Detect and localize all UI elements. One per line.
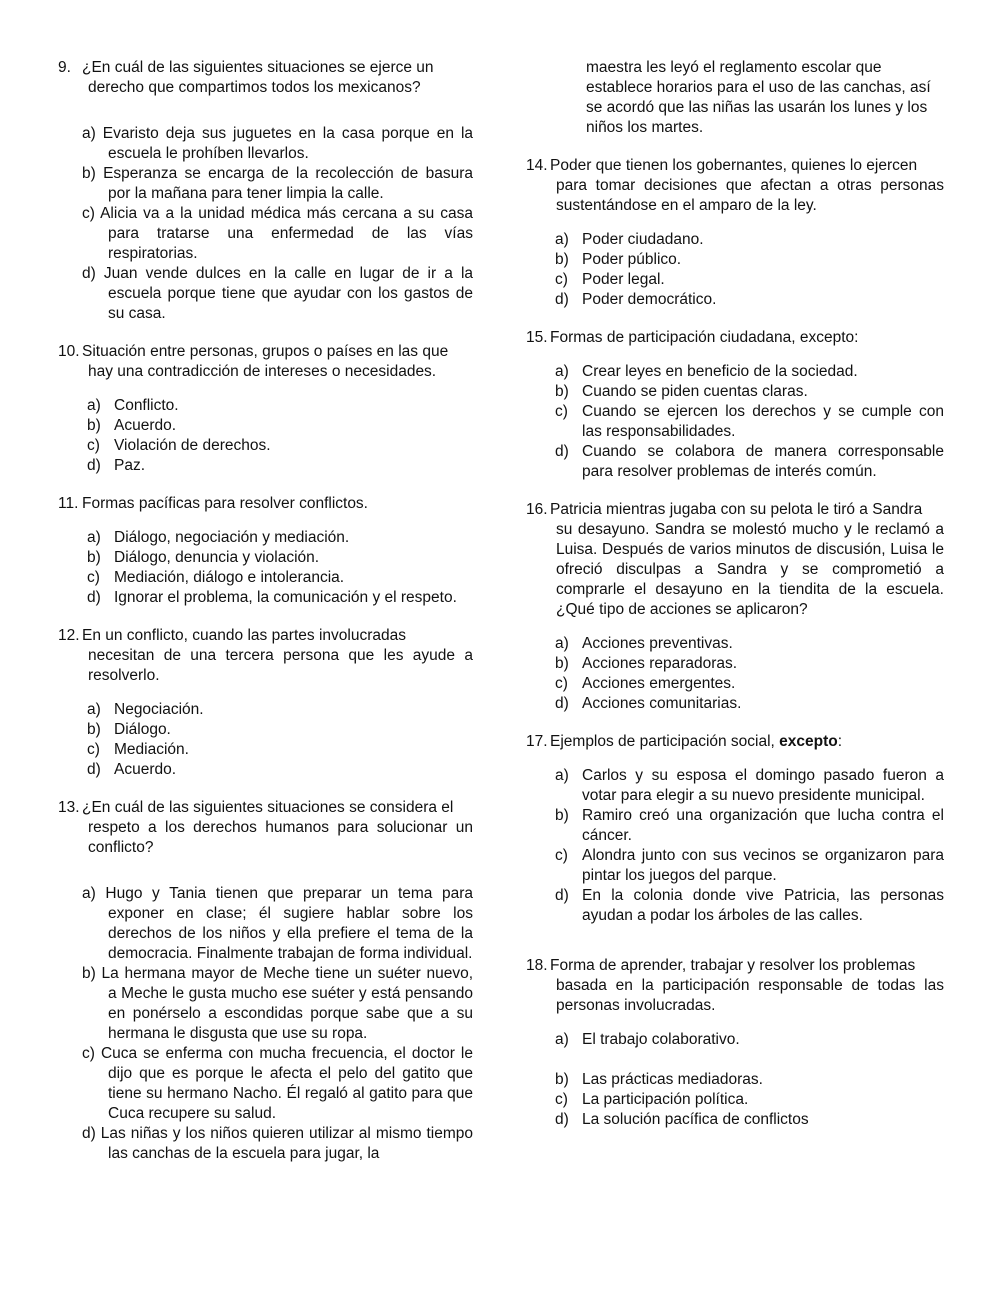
option-label: c): [555, 271, 568, 288]
option-text: Diálogo, denuncia y violación.: [114, 549, 320, 566]
question-17: [526, 732, 944, 926]
question-stem: [526, 732, 944, 752]
question-stem: [526, 156, 944, 216]
option-c[interactable]: [58, 1044, 473, 1124]
question-9: [58, 58, 473, 324]
left-column: [58, 58, 473, 1182]
option-text: Poder ciudadano.: [582, 231, 704, 248]
option-b[interactable]: [526, 806, 944, 846]
question-12: [58, 626, 473, 780]
option-text: Conflicto.: [114, 397, 179, 414]
option-text: Hugo y Tania tienen que preparar un tema para exponer en clase; él sugiere hablar sobre los derechos de los niños y ella prefiere el tema de la democracia. Finalmente trabajan de forma individual.: [105, 885, 474, 962]
option-label: c): [82, 1045, 95, 1062]
option-a[interactable]: [58, 528, 473, 548]
option-label: d): [82, 265, 96, 282]
option-text: Poder democrático.: [582, 291, 717, 308]
question-stem-text: necesitan de una tercera persona que les ayude a resolverlo.: [88, 647, 473, 684]
option-c[interactable]: [58, 436, 473, 456]
options-list: [58, 700, 473, 780]
option-d[interactable]: [58, 456, 473, 476]
question-16: [526, 500, 944, 714]
option-label: a): [555, 635, 569, 652]
option-text: Ignorar el problema, la comunicación y el respeto.: [114, 589, 457, 606]
question-stem: [526, 328, 944, 348]
question-10: [58, 342, 473, 476]
question-stem-text: basada en la participación responsable de todas las personas involucradas.: [556, 977, 944, 1014]
question-18: [526, 956, 944, 1130]
option-text: Crear leyes en beneficio de la sociedad.: [582, 363, 858, 380]
option-text: Juan vende dulces en la calle en lugar de ir a la escuela porque tiene que ayudar con los gastos de su casa.: [103, 265, 474, 322]
option-c[interactable]: [526, 402, 944, 442]
option-a[interactable]: [58, 396, 473, 416]
question-stem-text: Situación entre personas, grupos o países en las que: [82, 343, 449, 360]
option-d[interactable]: [58, 264, 473, 324]
option-text: Acciones reparadoras.: [582, 655, 738, 672]
options-list: [526, 1030, 944, 1130]
option-text: Ramiro creó una organización que lucha contra el cáncer.: [582, 807, 944, 844]
question-stem-text: ¿En cuál de las siguientes situaciones se ejerce un: [82, 59, 434, 76]
option-c[interactable]: [526, 674, 944, 694]
options-list: [58, 884, 473, 1164]
option-label: d): [555, 443, 569, 460]
option-d[interactable]: [526, 694, 944, 714]
option-text: Cuando se piden cuentas claras.: [582, 383, 808, 400]
option-label: b): [555, 655, 569, 672]
option-a[interactable]: [58, 124, 473, 164]
question-stem-text: hay una contradicción de intereses o necesidades.: [88, 363, 437, 380]
option-d[interactable]: [526, 442, 944, 482]
option-text: El trabajo colaborativo.: [582, 1031, 740, 1048]
question-stem: [58, 58, 473, 98]
question-stem: [526, 500, 944, 620]
option-c[interactable]: [58, 740, 473, 760]
question-stem-text: En un conflicto, cuando las partes involucradas: [82, 627, 406, 644]
option-text: Las prácticas mediadoras.: [582, 1071, 763, 1088]
option-label: b): [87, 721, 101, 738]
question-stem-text: Ejemplos de participación social,: [550, 733, 780, 750]
option-label: d): [555, 291, 569, 308]
option-label: b): [82, 165, 96, 182]
option-text: Poder público.: [582, 251, 682, 268]
option-label: c): [555, 847, 568, 864]
question-stem: [526, 956, 944, 1016]
option-c[interactable]: [526, 270, 944, 290]
option-b[interactable]: [58, 548, 473, 568]
option-b[interactable]: [58, 964, 473, 1044]
option-label: d): [555, 887, 569, 904]
option-label: c): [555, 675, 568, 692]
option-label: a): [82, 125, 96, 142]
option-b[interactable]: [58, 720, 473, 740]
option-label: b): [82, 965, 96, 982]
question-11: [58, 494, 473, 608]
question-stem-text: ¿En cuál de las siguientes situaciones se considera el: [82, 799, 454, 816]
option-d[interactable]: [58, 760, 473, 780]
option-c[interactable]: [526, 846, 944, 886]
option-text: Acciones preventivas.: [582, 635, 733, 652]
options-list: [526, 634, 944, 714]
question-13: [58, 798, 473, 1164]
option-text: Acciones comunitarias.: [582, 695, 742, 712]
question-stem-text: Patricia mientras jugaba con su pelota le tiró a Sandra: [550, 501, 923, 518]
option-text: Alicia va a la unidad médica más cercana a su casa para tratarse una enfermedad de las vías respiratorias.: [100, 205, 474, 262]
option-label: d): [82, 1125, 96, 1142]
question-number: 16.: [526, 501, 548, 518]
option-b[interactable]: [58, 164, 473, 204]
option-label: a): [555, 231, 569, 248]
question-number: 17.: [526, 733, 548, 750]
question-number: 14.: [526, 157, 548, 174]
option-text: Diálogo.: [114, 721, 171, 738]
option-text: Violación de derechos.: [114, 437, 271, 454]
options-list: [526, 362, 944, 482]
option-text: En la colonia donde vive Patricia, las personas ayudan a podar los árboles de las calles.: [582, 887, 944, 924]
question-13-continuation: [526, 58, 944, 138]
option-b[interactable]: [526, 250, 944, 270]
option-text: Mediación.: [114, 741, 189, 758]
option-b[interactable]: [526, 654, 944, 674]
question-stem-text: Formas pacíficas para resolver conflictos.: [82, 495, 368, 512]
options-list: [58, 528, 473, 608]
option-label: a): [87, 701, 101, 718]
option-label: b): [555, 251, 569, 268]
option-text: Cuca se enferma con mucha frecuencia, el doctor le dijo que es porque le afecta el pelo del gatito que tiene su hermano Nacho. Él regaló al gatito para que Cuca recupere su salud.: [100, 1045, 473, 1122]
option-label: d): [555, 1111, 569, 1128]
option-text: Poder legal.: [582, 271, 665, 288]
option-text: Negociación.: [114, 701, 204, 718]
option-text: Carlos y su esposa el domingo pasado fueron a votar para elegir a su nuevo presidente municipal.: [582, 767, 944, 804]
question-stem: [58, 798, 473, 858]
option-text: Cuando se colabora de manera corresponsable para resolver problemas de interés común.: [582, 443, 944, 480]
option-b[interactable]: [526, 382, 944, 402]
question-stem-text: derecho que compartimos todos los mexicanos?: [88, 79, 421, 96]
option-label: c): [87, 569, 100, 586]
option-c[interactable]: [526, 1090, 944, 1110]
options-list: [58, 396, 473, 476]
option-label: a): [555, 1031, 569, 1048]
question-number: 11.: [58, 495, 79, 512]
option-label: c): [82, 205, 95, 222]
options-list: [58, 124, 473, 324]
option-d-continuation: maestra les leyó el reglamento escolar que establece horarios para el uso de las canchas, así se acordó que las niñas las usarán los lunes y los niños los martes.: [586, 59, 931, 136]
emphasis-excepto: excepto: [779, 733, 838, 750]
options-list: [526, 766, 944, 926]
question-number: 10.: [58, 343, 80, 360]
option-d[interactable]: [526, 1110, 944, 1130]
option-a[interactable]: [526, 1030, 944, 1050]
option-label: b): [555, 1071, 569, 1088]
option-label: c): [87, 437, 100, 454]
options-list: [526, 230, 944, 310]
option-label: a): [87, 397, 101, 414]
option-text: Acuerdo.: [114, 761, 177, 778]
option-label: d): [87, 589, 101, 606]
question-number: 15.: [526, 329, 548, 346]
question-stem-text: Forma de aprender, trabajar y resolver los problemas: [550, 957, 916, 974]
option-label: d): [87, 457, 101, 474]
option-text: Mediación, diálogo e intolerancia.: [114, 569, 345, 586]
question-stem-text: Formas de participación ciudadana, excepto:: [550, 329, 859, 346]
option-a[interactable]: [526, 634, 944, 654]
option-d[interactable]: [58, 1124, 473, 1164]
question-stem-text: respeto a los derechos humanos para solucionar un conflicto?: [88, 819, 473, 856]
right-column: [526, 58, 944, 1148]
option-b[interactable]: [526, 1070, 944, 1090]
question-stem: [58, 342, 473, 382]
question-15: [526, 328, 944, 482]
question-number: 13.: [58, 799, 80, 816]
question-14: [526, 156, 944, 310]
question-stem-text: :: [837, 733, 843, 750]
option-label: a): [87, 529, 101, 546]
option-text: Alondra junto con sus vecinos se organizaron para pintar los juegos del parque.: [582, 847, 944, 884]
question-stem-text: su desayuno. Sandra se molestó mucho y le reclamó a Luisa. Después de varios minutos de discusión, Luisa le ofreció disculpas a Sandra y se comprometió a comprarle el desayuno en la tiendita de la escuela. ¿Qué tipo de acciones se aplicaron?: [556, 521, 944, 618]
option-a[interactable]: [526, 766, 944, 806]
option-text: Evaristo deja sus juguetes en la casa porque en la escuela le prohíben llevarlos.: [102, 125, 474, 162]
question-number: 12.: [58, 627, 80, 644]
option-d[interactable]: [526, 886, 944, 926]
option-text: Diálogo, negociación y mediación.: [114, 529, 350, 546]
option-text: Las niñas y los niños quieren utilizar al mismo tiempo las canchas de la escuela para jugar, la: [100, 1125, 473, 1162]
question-stem-text: para tomar decisiones que afectan a otras personas sustentándose en el amparo de la ley.: [556, 177, 944, 214]
option-label: a): [555, 363, 569, 380]
option-text: La hermana mayor de Meche tiene un suéter nuevo, a Meche le gusta mucho ese suéter y está pensando en ponérselo a escondidas porque sabe que a su hermana le disgusta que use su ropa.: [101, 965, 473, 1042]
option-d[interactable]: [58, 588, 473, 608]
option-c[interactable]: [58, 204, 473, 264]
option-text: Paz.: [114, 457, 146, 474]
option-label: d): [555, 695, 569, 712]
option-label: d): [87, 761, 101, 778]
option-label: c): [555, 403, 568, 420]
option-label: c): [555, 1091, 568, 1108]
option-a[interactable]: [526, 230, 944, 250]
option-label: b): [87, 549, 101, 566]
question-stem: [58, 494, 473, 514]
option-a[interactable]: [526, 362, 944, 382]
option-c[interactable]: [58, 568, 473, 588]
option-label: b): [555, 383, 569, 400]
question-number: 9.: [58, 59, 71, 76]
question-stem: [58, 626, 473, 686]
option-label: a): [555, 767, 569, 784]
option-label: b): [555, 807, 569, 824]
option-label: b): [87, 417, 101, 434]
option-text: Cuando se ejercen los derechos y se cumple con las responsabilidades.: [582, 403, 944, 440]
option-b[interactable]: [58, 416, 473, 436]
option-d[interactable]: [526, 290, 944, 310]
question-stem-text: Poder que tienen los gobernantes, quienes lo ejercen: [550, 157, 918, 174]
question-number: 18.: [526, 957, 548, 974]
option-label: c): [87, 741, 100, 758]
option-label: a): [82, 885, 96, 902]
option-a[interactable]: [58, 700, 473, 720]
option-text: La solución pacífica de conflictos: [582, 1111, 809, 1128]
option-text: Acuerdo.: [114, 417, 177, 434]
option-a[interactable]: [58, 884, 473, 964]
option-text: La participación política.: [582, 1091, 749, 1108]
option-text: Esperanza se encarga de la recolección de basura por la mañana para tener limpia la calle.: [103, 165, 473, 202]
option-text: Acciones emergentes.: [582, 675, 736, 692]
